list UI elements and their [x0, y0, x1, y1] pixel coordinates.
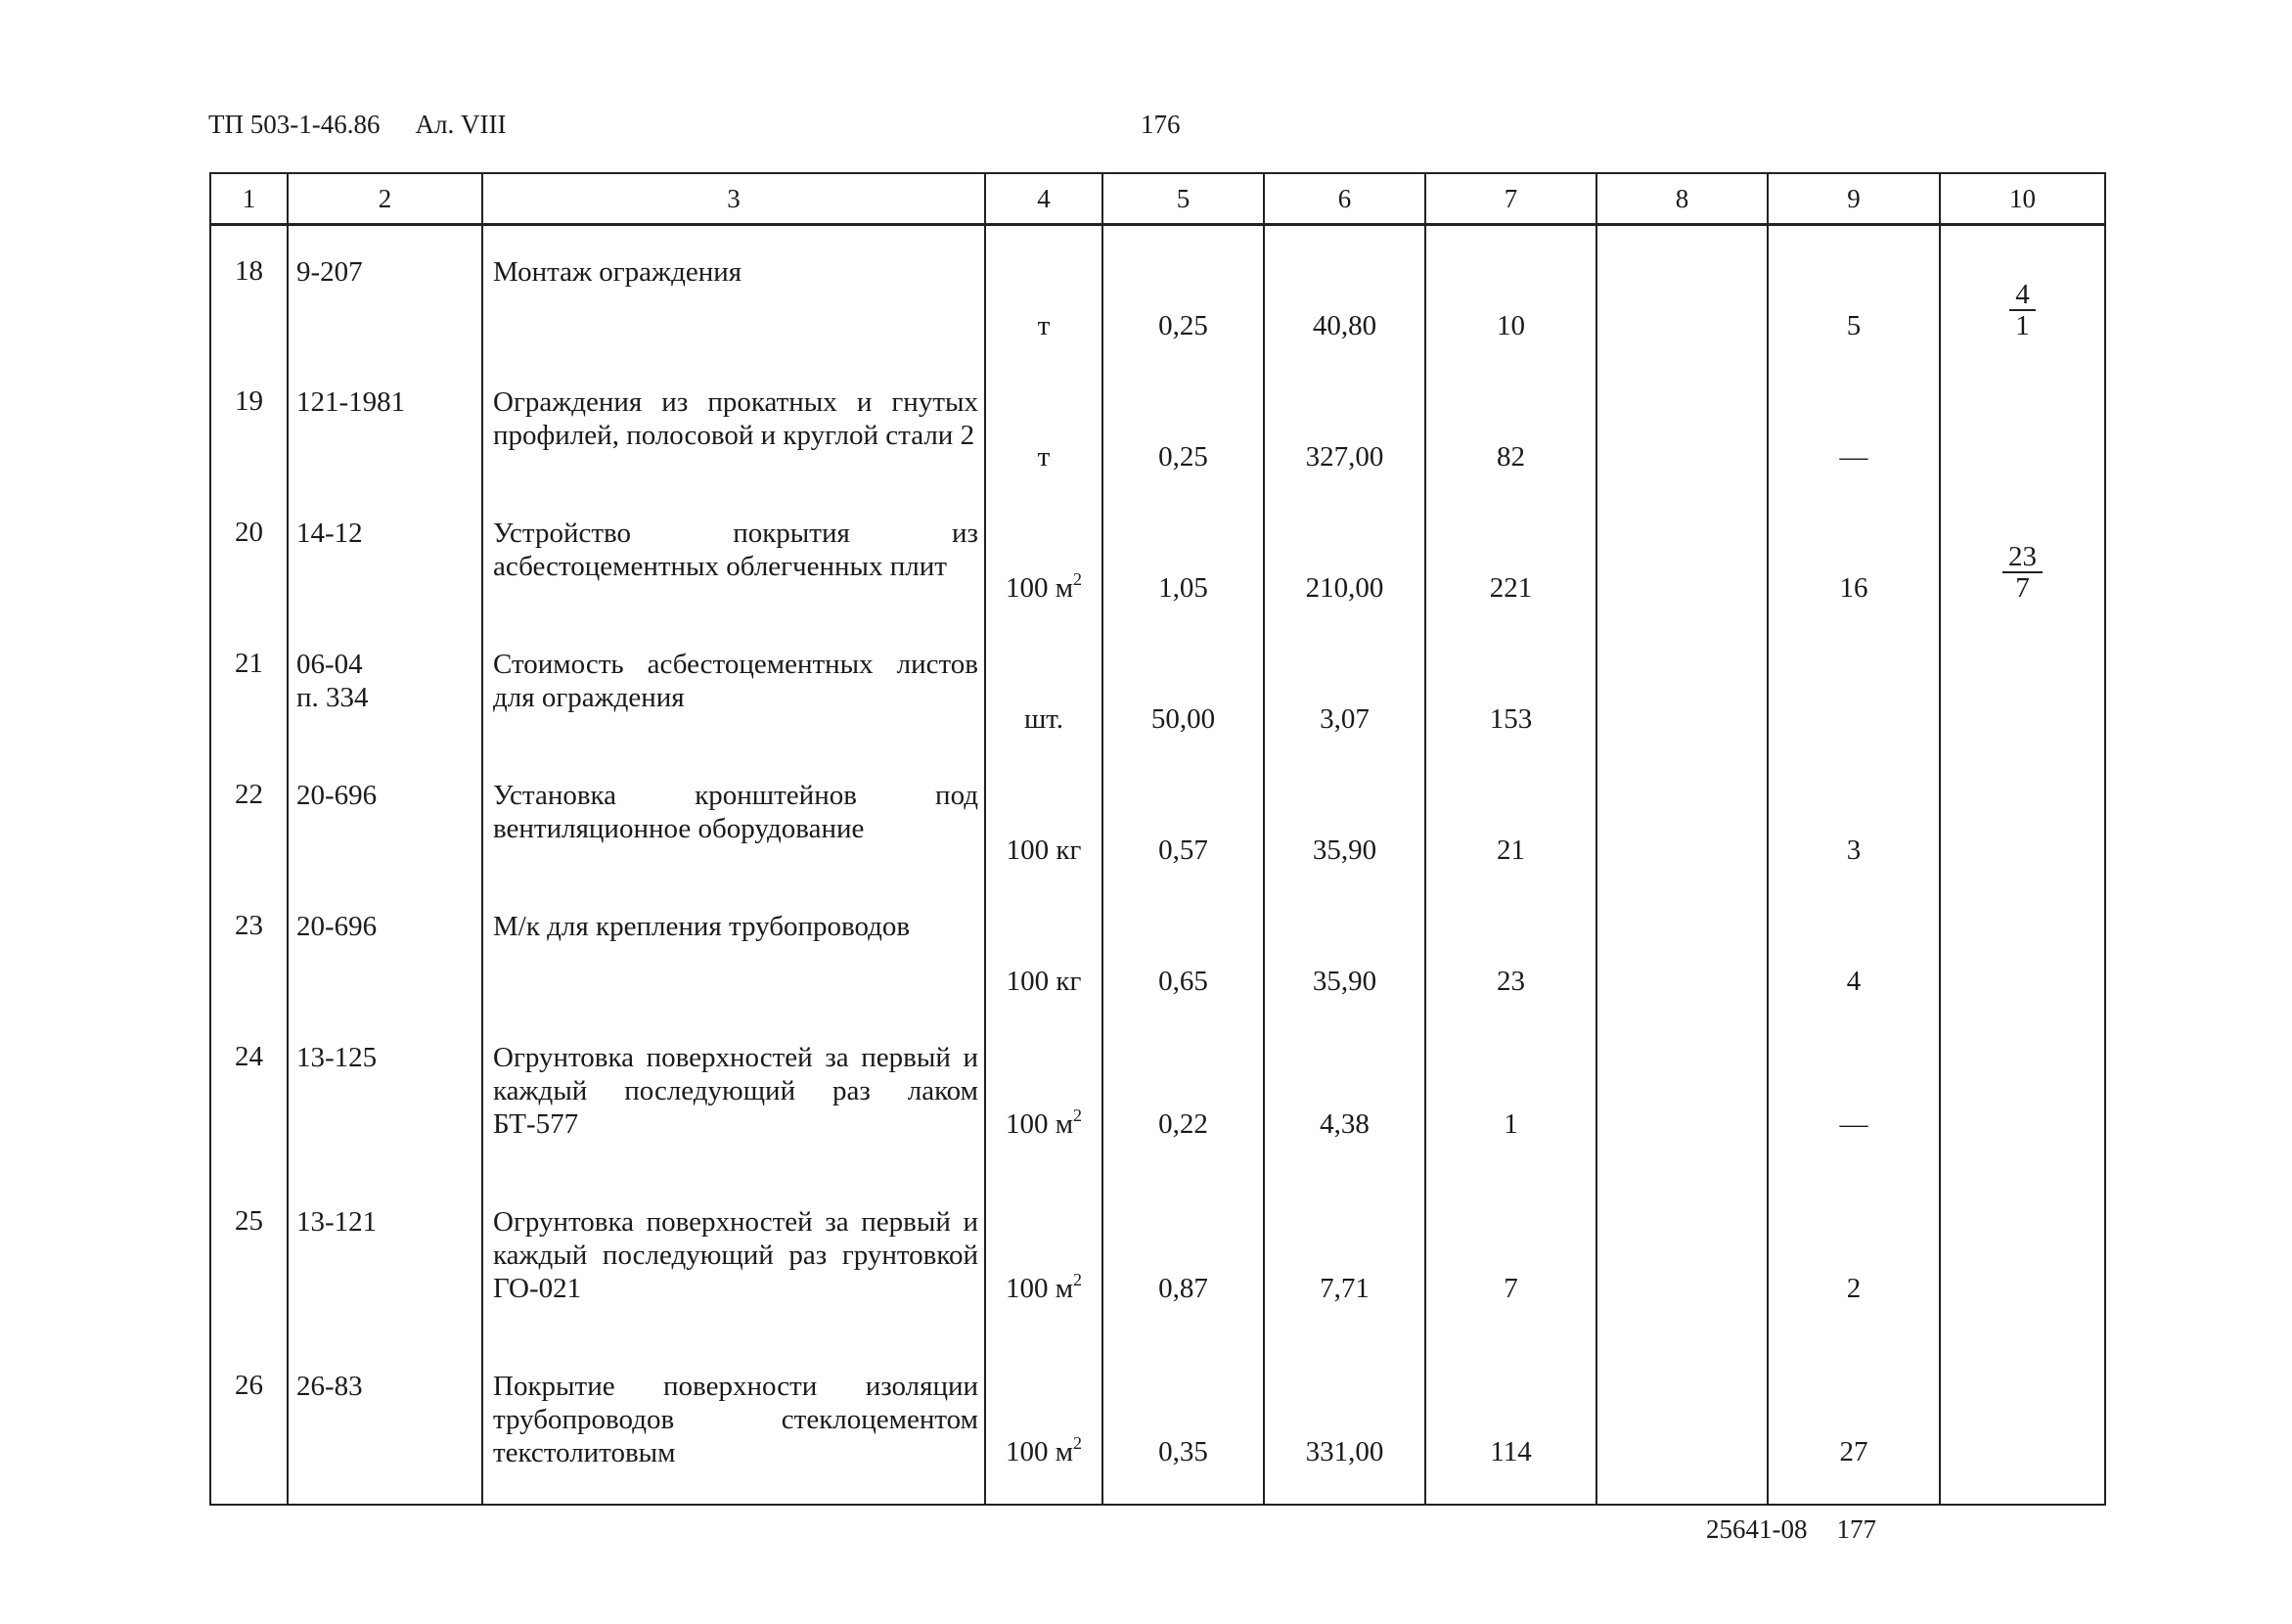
row-number: [210, 618, 288, 749]
column-9-text: —: [1839, 1107, 1868, 1140]
unit-price-text: 35,90: [1312, 834, 1377, 866]
column-header: 5: [1102, 173, 1264, 225]
column-8-value: [1596, 1176, 1768, 1340]
column-9-value: [1768, 618, 1940, 749]
norm-code-line: 06-04: [296, 648, 363, 680]
column-header: 6: [1264, 173, 1425, 225]
column-10-value: [1940, 618, 2105, 749]
work-name: [482, 880, 985, 1012]
norm-code: [288, 225, 482, 356]
total-cost: [1425, 487, 1596, 618]
quantity: [1102, 618, 1264, 749]
unit-price: [1264, 1176, 1425, 1340]
work-name-text: Огрунтовка поверхностей за первый и каждый последующий раз грунтовкой ГО-021: [493, 1205, 978, 1304]
unit-price-text: 3,07: [1320, 702, 1370, 735]
column-8-value: [1596, 880, 1768, 1012]
norm-code: [288, 1176, 482, 1340]
column-8-value: [1596, 1012, 1768, 1176]
row-number: [210, 749, 288, 880]
work-name: [482, 1012, 985, 1176]
column-9-value: [1768, 225, 1940, 356]
column-9-value: [1768, 356, 1940, 487]
table-row: [210, 356, 2105, 487]
quantity-text: 0,35: [1158, 1435, 1208, 1467]
table-row: [210, 1176, 2105, 1340]
unit-price: [1264, 749, 1425, 880]
unit-text: 100 м: [1005, 1435, 1074, 1467]
column-8-value: [1596, 1340, 1768, 1505]
column-8-value: [1596, 356, 1768, 487]
column-8-value: [1596, 487, 1768, 618]
column-header: 2: [288, 173, 482, 225]
column-9-value: [1768, 1340, 1940, 1505]
row-number-text: 24: [235, 1040, 263, 1072]
fraction-denominator: 7: [2015, 571, 2030, 604]
row-number-text: 19: [235, 384, 263, 417]
column-10-value: [1940, 1176, 2105, 1340]
column-header: 3: [482, 173, 985, 225]
column-9-text: 5: [1846, 309, 1862, 341]
row-number: [210, 1176, 288, 1340]
table-row: [210, 749, 2105, 880]
sheet-page: 177: [1836, 1514, 1876, 1544]
unit: [985, 880, 1102, 1012]
total-cost-text: 23: [1497, 965, 1525, 997]
unit: [985, 1340, 1102, 1505]
work-name: [482, 1340, 985, 1505]
column-8-value: [1596, 749, 1768, 880]
unit-price-text: 7,71: [1320, 1272, 1370, 1304]
work-name-text: Установка кронштейнов под вентиляционное оборудование: [493, 779, 978, 844]
total-cost: [1425, 356, 1596, 487]
column-8-value: [1596, 618, 1768, 749]
unit-text: 100 м: [1005, 1107, 1074, 1140]
column-9-value: [1768, 487, 1940, 618]
work-name-text: Огрунтовка поверхностей за первый и каждый последующий раз лаком БТ-577: [493, 1041, 978, 1140]
row-number: [210, 1012, 288, 1176]
row-number-text: 25: [235, 1204, 263, 1237]
quantity: [1102, 225, 1264, 356]
unit: [985, 749, 1102, 880]
unit-price-text: 210,00: [1305, 571, 1384, 604]
album-label: Ал. VIII: [415, 110, 507, 139]
unit-exponent: 2: [1073, 1105, 1083, 1125]
unit-price: [1264, 356, 1425, 487]
column-10-value: [1940, 487, 2105, 618]
work-name-text: Устройство покрытия из асбестоцементных облегченных плит: [493, 517, 978, 582]
norm-code-line: 20-696: [296, 779, 378, 811]
work-name-text: Покрытие поверхности изоляции трубопроводов стеклоцементом текстолитовым: [493, 1370, 978, 1468]
column-9-text: 16: [1839, 571, 1868, 604]
work-name: [482, 749, 985, 880]
fraction-numerator: 23: [2002, 542, 2043, 573]
unit-price-text: 4,38: [1320, 1107, 1370, 1140]
quantity: [1102, 1176, 1264, 1340]
column-9-text: 2: [1846, 1272, 1862, 1304]
table-row: [210, 880, 2105, 1012]
row-number: [210, 1340, 288, 1505]
column-10-value: [1940, 1340, 2105, 1505]
sheet-code: 25641-08: [1706, 1514, 1808, 1544]
column-9-text: —: [1839, 440, 1868, 473]
norm-code-line: 14-12: [296, 517, 363, 549]
column-header: 10: [1940, 173, 2105, 225]
row-number: [210, 225, 288, 356]
total-cost: [1425, 1340, 1596, 1505]
unit-price-text: 40,80: [1312, 309, 1377, 341]
unit-text: 100 кг: [1006, 834, 1082, 866]
column-10-value: [1940, 880, 2105, 1012]
column-header: 8: [1596, 173, 1768, 225]
total-cost-text: 21: [1497, 834, 1525, 866]
total-cost-text: 7: [1504, 1272, 1518, 1304]
quantity: [1102, 1012, 1264, 1176]
unit-price: [1264, 1012, 1425, 1176]
column-number-row: [210, 173, 2105, 225]
table-row: [210, 618, 2105, 749]
work-name-text: Монтаж ограждения: [493, 256, 742, 288]
fraction: [2009, 280, 2036, 340]
total-cost-text: 153: [1489, 702, 1533, 735]
norm-code: [288, 618, 482, 749]
unit-price: [1264, 618, 1425, 749]
unit-price: [1264, 225, 1425, 356]
row-number-text: 22: [235, 778, 263, 810]
estimate-table: [209, 172, 2106, 1506]
unit-text: т: [1037, 309, 1051, 341]
work-name: [482, 356, 985, 487]
unit-price: [1264, 487, 1425, 618]
unit-price-text: 35,90: [1312, 965, 1377, 997]
work-name: [482, 618, 985, 749]
page-footer: [1706, 1514, 1876, 1545]
work-name-text: М/к для крепления трубопроводов: [493, 910, 911, 942]
norm-code: [288, 1012, 482, 1176]
column-10-value: [1940, 1012, 2105, 1176]
row-number-text: 18: [235, 255, 263, 287]
quantity-text: 0,57: [1158, 834, 1208, 866]
quantity: [1102, 749, 1264, 880]
norm-code-line: 13-121: [296, 1205, 378, 1238]
norm-code-line: 121-1981: [296, 385, 406, 418]
column-9-text: 3: [1846, 834, 1862, 866]
quantity-text: 0,87: [1158, 1272, 1208, 1304]
column-header: 1: [210, 173, 288, 225]
unit: [985, 618, 1102, 749]
unit-exponent: 2: [1073, 568, 1083, 589]
unit-text: 100 м: [1005, 571, 1074, 604]
total-cost: [1425, 880, 1596, 1012]
unit-price: [1264, 880, 1425, 1012]
total-cost: [1425, 1012, 1596, 1176]
row-number-text: 21: [235, 647, 263, 679]
row-number-text: 23: [235, 909, 263, 941]
fraction-denominator: 1: [2015, 309, 2030, 341]
norm-code-line: 20-696: [296, 910, 378, 942]
table-row: [210, 225, 2105, 356]
norm-code: [288, 356, 482, 487]
quantity: [1102, 356, 1264, 487]
unit-price: [1264, 1340, 1425, 1505]
column-10-value: [1940, 356, 2105, 487]
total-cost: [1425, 618, 1596, 749]
unit-price-text: 327,00: [1305, 440, 1384, 473]
unit-price-text: 331,00: [1305, 1435, 1384, 1467]
total-cost-text: 82: [1497, 440, 1525, 473]
work-name: [482, 487, 985, 618]
quantity-text: 0,22: [1158, 1107, 1208, 1140]
norm-code-line: 13-125: [296, 1041, 378, 1073]
table-row: [210, 487, 2105, 618]
unit-text: 100 м: [1005, 1272, 1074, 1304]
work-name: [482, 225, 985, 356]
quantity: [1102, 1340, 1264, 1505]
row-number: [210, 880, 288, 1012]
total-cost-text: 10: [1497, 309, 1525, 341]
quantity: [1102, 487, 1264, 618]
row-number-text: 20: [235, 516, 263, 548]
work-name-text: Ограждения из прокатных и гнутых профилей, полосовой и круглой стали 2: [493, 385, 978, 451]
unit: [985, 1012, 1102, 1176]
norm-code-line: 9-207: [296, 256, 363, 288]
column-10-value: [1940, 749, 2105, 880]
quantity: [1102, 880, 1264, 1012]
row-number-text: 26: [235, 1369, 263, 1401]
total-cost-text: 1: [1504, 1107, 1518, 1140]
page-number: 176: [1141, 110, 1181, 139]
quantity-text: 1,05: [1158, 571, 1208, 604]
column-9-text: 4: [1846, 965, 1862, 997]
total-cost-text: 114: [1490, 1435, 1532, 1467]
unit-exponent: 2: [1073, 1269, 1083, 1289]
fraction: [2002, 542, 2043, 603]
column-header: 9: [1768, 173, 1940, 225]
norm-code: [288, 880, 482, 1012]
table-row: [210, 1012, 2105, 1176]
column-header: 4: [985, 173, 1102, 225]
total-cost: [1425, 1176, 1596, 1340]
document-header: [208, 110, 506, 140]
quantity-text: 0,65: [1158, 965, 1208, 997]
quantity-text: 50,00: [1150, 702, 1216, 735]
table-row: [210, 1340, 2105, 1505]
row-number: [210, 356, 288, 487]
unit: [985, 487, 1102, 618]
norm-code: [288, 749, 482, 880]
work-name: [482, 1176, 985, 1340]
unit-text: шт.: [1023, 702, 1064, 735]
column-9-value: [1768, 1176, 1940, 1340]
norm-code-line: 26-83: [296, 1370, 363, 1402]
unit: [985, 356, 1102, 487]
total-cost-text: 221: [1489, 571, 1533, 604]
unit: [985, 225, 1102, 356]
norm-code: [288, 487, 482, 618]
column-8-value: [1596, 225, 1768, 356]
fraction-numerator: 4: [2009, 280, 2036, 311]
column-9-value: [1768, 880, 1940, 1012]
column-10-value: [1940, 225, 2105, 356]
column-9-value: [1768, 1012, 1940, 1176]
column-9-value: [1768, 749, 1940, 880]
doc-code: ТП 503-1-46.86: [208, 110, 381, 139]
unit-text: т: [1037, 440, 1051, 473]
column-9-text: 27: [1839, 1435, 1868, 1467]
unit-text: 100 кг: [1006, 965, 1082, 997]
total-cost: [1425, 225, 1596, 356]
unit: [985, 1176, 1102, 1340]
norm-code: [288, 1340, 482, 1505]
work-name-text: Стоимость асбестоцементных листов для ограждения: [493, 648, 978, 713]
column-header: 7: [1425, 173, 1596, 225]
unit-exponent: 2: [1073, 1432, 1083, 1453]
total-cost: [1425, 749, 1596, 880]
quantity-text: 0,25: [1158, 309, 1208, 341]
norm-code-line: п. 334: [296, 681, 369, 713]
quantity-text: 0,25: [1158, 440, 1208, 473]
row-number: [210, 487, 288, 618]
